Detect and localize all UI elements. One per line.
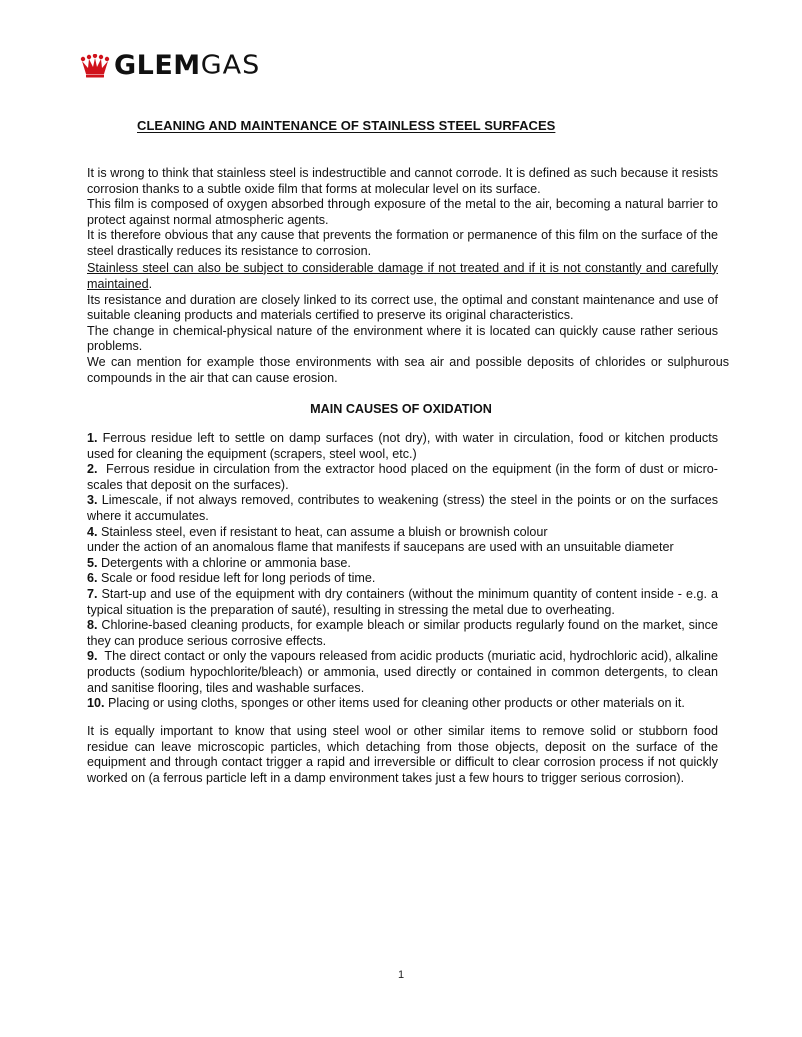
cause-number: 7. (87, 586, 98, 601)
cause-item-3 (87, 493, 718, 524)
cause-item-4 (87, 525, 718, 541)
intro-paragraph-5: Its resistance and duration are closely linked to its correct use, the optimal and constant maintenance and use of suitable cleaning products and materials certified to preserve its original characteristics. (87, 292, 718, 323)
cause-item-10 (87, 696, 718, 712)
cause-text: The direct contact or only the vapours released from acidic products (muriatic acid, hydrochloric acid), alkaline products (sodium hypochlorite/bleach) or ammonia, used directly or contained in common detergents, to clean and sanitise flooring, tiles and washable surfaces. (87, 649, 722, 695)
intro-paragraph-7: We can mention for example those environments with sea air and possible deposits of chlorides or sulphurous compounds in the air that can cause erosion. (87, 354, 729, 385)
cause-text: Ferrous residue left to settle on damp surfaces (not dry), with water in circulation, food or kitchen products used for cleaning the equipment (scrapers, steel wool, etc.) (87, 431, 718, 461)
brand-name-bold: GLEM (114, 50, 201, 81)
cause-number: 2. (87, 462, 98, 477)
cause-text: Scale or food residue left for long periods of time. (97, 571, 376, 586)
cause-number: 3. (87, 493, 98, 508)
cause-item-8 (87, 618, 718, 649)
cause-number: 1. (87, 431, 98, 445)
intro-paragraph-1: It is wrong to think that stainless steel is indestructible and cannot corrode. It is defined as such because it resists corrosion thanks to a subtle oxide film that forms at molecular level on its surface. (87, 166, 718, 196)
cause-item-4-continuation: under the action of an anomalous flame that manifests if saucepans are used with an unsuitable diameter (87, 540, 674, 555)
document-title: CLEANING AND MAINTENANCE OF STAINLESS STEEL SURFACES (137, 118, 556, 133)
cause-number: 9. (87, 649, 98, 664)
underlined-warning: Stainless steel can also be subject to considerable damage if not treated and if it is not constantly and carefully maintained (87, 260, 718, 292)
intro-section (87, 166, 729, 386)
cause-number: 4. (87, 524, 98, 539)
intro-paragraph-2: This film is composed of oxygen absorbed through exposure of the metal to the air, becoming a natural barrier to protect against normal atmospheric agents. (87, 197, 718, 227)
cause-number: 10. (87, 696, 105, 711)
cause-text: Stainless steel, even if resistant to heat, can assume a bluish or brownish colour (97, 524, 548, 539)
cause-text: Chlorine-based cleaning products, for example bleach or similar products regularly found on the market, since they can produce serious corrosive effects. (87, 618, 718, 648)
brand-name-light: GAS (200, 50, 261, 81)
cause-number: 8. (87, 618, 98, 633)
period: . (148, 277, 153, 292)
intro-paragraph-4 (87, 260, 718, 293)
cause-text: Ferrous residue in circulation from the extractor hood placed on the equipment (in the form of dust or micro-scales that deposit on the surfaces). (87, 462, 718, 492)
cause-item-6 (87, 571, 718, 587)
cause-item-2 (87, 462, 718, 493)
section-heading: MAIN CAUSES OF OXIDATION (310, 402, 492, 416)
cause-number: 6. (87, 571, 98, 586)
cause-number: 5. (87, 555, 98, 570)
cause-item-9 (87, 649, 722, 696)
cause-item-7 (87, 587, 718, 618)
page-number: 1 (397, 969, 405, 981)
cause-text: Detergents with a chlorine or ammonia base. (97, 555, 351, 570)
closing-section (87, 724, 718, 786)
glemgas-logo (80, 50, 261, 81)
cause-text: Start-up and use of the equipment with dry containers (without the minimum quantity of content inside - e.g. a typical situation is the preparation of sauté), resulting in stressing the metal due to overheating. (87, 586, 718, 617)
causes-list (87, 431, 722, 712)
intro-paragraph-6: The change in chemical-physical nature of the environment where it is located can quickly cause rather serious problems. (87, 323, 718, 354)
closing-paragraph: It is equally important to know that using steel wool or other similar items to remove solid or stubborn food residue can leave microscopic particles, which detaching from those objects, deposit on the surface of the equipment and through contact trigger a rapid and irreversible or difficult to clear corrosion process if not quickly worked on (a ferrous particle left in a damp environment takes just a few hours to trigger serious corrosion). (87, 724, 718, 785)
cause-text: Placing or using cloths, sponges or other items used for cleaning other products or other materials on it. (104, 696, 685, 711)
cause-item-1 (87, 431, 718, 462)
crown-icon (80, 54, 110, 78)
intro-paragraph-3: It is therefore obvious that any cause that prevents the formation or permanence of this film on the surface of the steel drastically reduces its resistance to corrosion. (87, 228, 718, 258)
cause-text: Limescale, if not always removed, contributes to weakening (stress) the steel in the points or on the surfaces where it accumulates. (87, 493, 718, 523)
cause-item-5 (87, 556, 718, 572)
